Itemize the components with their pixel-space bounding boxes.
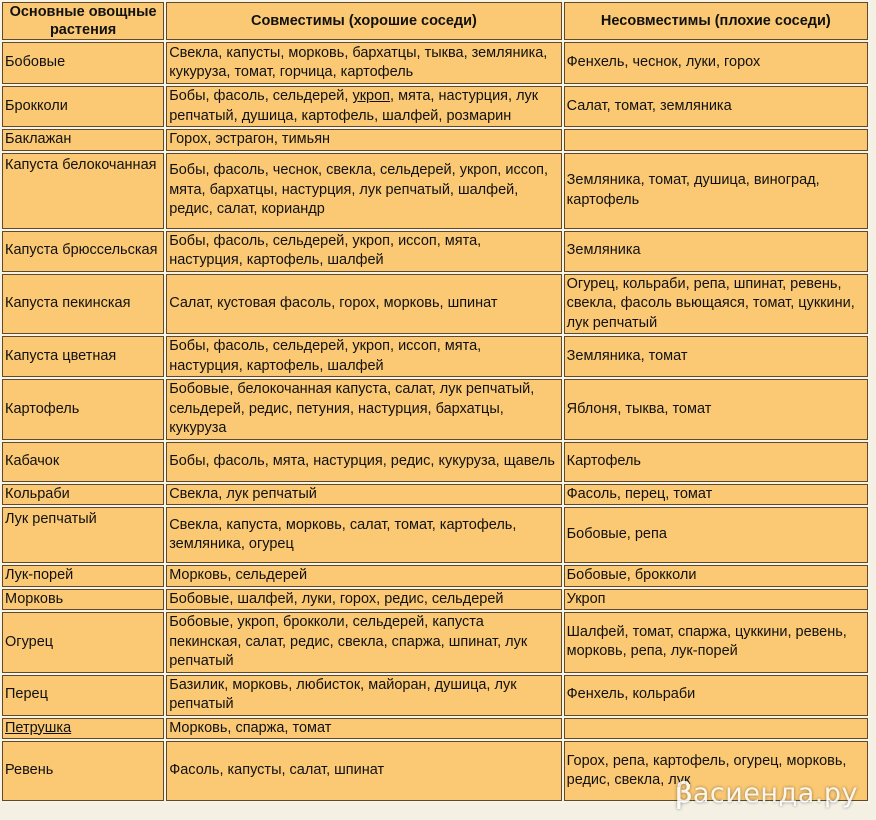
good-cell: Бобы, фасоль, сельдерей, укроп, иссоп, мята, настурция, картофель, шалфей: [166, 336, 561, 377]
bad-cell: Горох, репа, картофель, огурец, морковь, редис, свекла, лук: [564, 741, 868, 801]
plant-cell: Кольраби: [2, 484, 164, 506]
bad-cell: Укроп: [564, 589, 868, 611]
plant-cell: Бобовые: [2, 42, 164, 84]
table-row: [2, 336, 868, 377]
table-row: [2, 129, 868, 151]
table-row: [2, 42, 868, 84]
header-incompatible: Несовместимы (плохие соседи): [564, 2, 868, 40]
table-row: [2, 379, 868, 440]
table-row: [2, 442, 868, 482]
plant-cell: Морковь: [2, 589, 164, 611]
table-row: [2, 565, 868, 587]
plant-cell: Капуста цветная: [2, 336, 164, 377]
good-cell: Базилик, морковь, любисток, майоран, душица, лук репчатый: [166, 675, 561, 716]
good-text: Бобы, фасоль, сельдерей,: [169, 88, 353, 104]
watermark-logo-icon: ꞵ: [675, 778, 693, 809]
bad-cell: Картофель: [564, 442, 868, 482]
bad-cell: Фенхель, чеснок, луки, горох: [564, 42, 868, 84]
plant-cell: Капуста брюссельская: [2, 231, 164, 272]
bad-cell: [564, 129, 868, 151]
good-cell: Фасоль, капусты, салат, шпинат: [166, 741, 561, 801]
good-cell: [166, 86, 561, 127]
header-compatible: Совместимы (хорошие соседи): [166, 2, 561, 40]
table-row: [2, 153, 868, 229]
bad-cell: Огурец, кольраби, репа, шпинат, ревень, свекла, фасоль вьющаяся, томат, цуккини, лук репчатый: [564, 274, 868, 335]
table-row: [2, 274, 868, 335]
table-row: [2, 507, 868, 563]
good-cell: Бобы, фасоль, мята, настурция, редис, кукуруза, щавель: [166, 442, 561, 482]
bad-cell: Бобовые, репа: [564, 507, 868, 563]
bad-cell: Земляника, томат, душица, виноград, картофель: [564, 153, 868, 229]
bad-cell: [564, 718, 868, 740]
table-row: [2, 612, 868, 673]
plant-cell: Баклажан: [2, 129, 164, 151]
bad-cell: Земляника, томат: [564, 336, 868, 377]
bad-cell: Фасоль, перец, томат: [564, 484, 868, 506]
watermark-text: асиенда.ру: [692, 778, 858, 809]
plant-cell: Лук-порей: [2, 565, 164, 587]
plant-cell: [2, 718, 164, 740]
good-cell: Бобовые, белокочанная капуста, салат, лук репчатый, сельдерей, редис, петуния, настурция, бархатцы, кукуруза: [166, 379, 561, 440]
plant-cell: Картофель: [2, 379, 164, 440]
good-text: , мята, настурция, лук репчатый, душица, картофель, шалфей, розмарин: [169, 88, 539, 124]
bad-cell: Бобовые, брокколи: [564, 565, 868, 587]
good-cell: Свекла, капусты, морковь, бархатцы, тыква, земляника, кукуруза, томат, горчица, картофель: [166, 42, 561, 84]
plant-cell: Лук репчатый: [2, 507, 164, 563]
plant-cell: Ревень: [2, 741, 164, 801]
dill-link[interactable]: укроп: [352, 88, 391, 104]
table-row: [2, 231, 868, 272]
table-row: [2, 86, 868, 127]
table-row: [2, 675, 868, 716]
good-cell: Бобы, фасоль, чеснок, свекла, сельдерей, укроп, иссоп, мята, бархатцы, настурция, лук репчатый, шалфей, редис, салат, кориандр: [166, 153, 561, 229]
good-cell: Горох, эстрагон, тимьян: [166, 129, 561, 151]
good-cell: Бобовые, шалфей, луки, горох, редис, сельдерей: [166, 589, 561, 611]
header-plants: Основные овощные растения: [2, 2, 164, 40]
table-row: [2, 484, 868, 506]
plant-cell: Капуста белокочанная: [2, 153, 164, 229]
good-cell: Бобовые, укроп, брокколи, сельдерей, капуста пекинская, салат, редис, свекла, спаржа, шпинат, лук репчатый: [166, 612, 561, 673]
bad-cell: Земляника: [564, 231, 868, 272]
good-cell: Свекла, лук репчатый: [166, 484, 561, 506]
plant-cell: Перец: [2, 675, 164, 716]
plant-cell: Огурец: [2, 612, 164, 673]
good-cell: Свекла, капуста, морковь, салат, томат, картофель, земляника, огурец: [166, 507, 561, 563]
plant-cell: Капуста пекинская: [2, 274, 164, 335]
bad-cell: Яблоня, тыква, томат: [564, 379, 868, 440]
site-watermark: [675, 773, 858, 810]
header-row: [2, 2, 868, 40]
good-cell: Морковь, сельдерей: [166, 565, 561, 587]
table-row: [2, 589, 868, 611]
bad-cell: Шалфей, томат, спаржа, цуккини, ревень, морковь, репа, лук-порей: [564, 612, 868, 673]
bad-cell: Фенхель, кольраби: [564, 675, 868, 716]
good-cell: Салат, кустовая фасоль, горох, морковь, шпинат: [166, 274, 561, 335]
plant-cell: Брокколи: [2, 86, 164, 127]
bad-cell: Салат, томат, земляника: [564, 86, 868, 127]
parsley-link[interactable]: Петрушка: [5, 719, 72, 736]
good-cell: Морковь, спаржа, томат: [166, 718, 561, 740]
table-row: [2, 718, 868, 740]
plant-cell: Кабачок: [2, 442, 164, 482]
good-cell: Бобы, фасоль, сельдерей, укроп, иссоп, мята, настурция, картофель, шалфей: [166, 231, 561, 272]
